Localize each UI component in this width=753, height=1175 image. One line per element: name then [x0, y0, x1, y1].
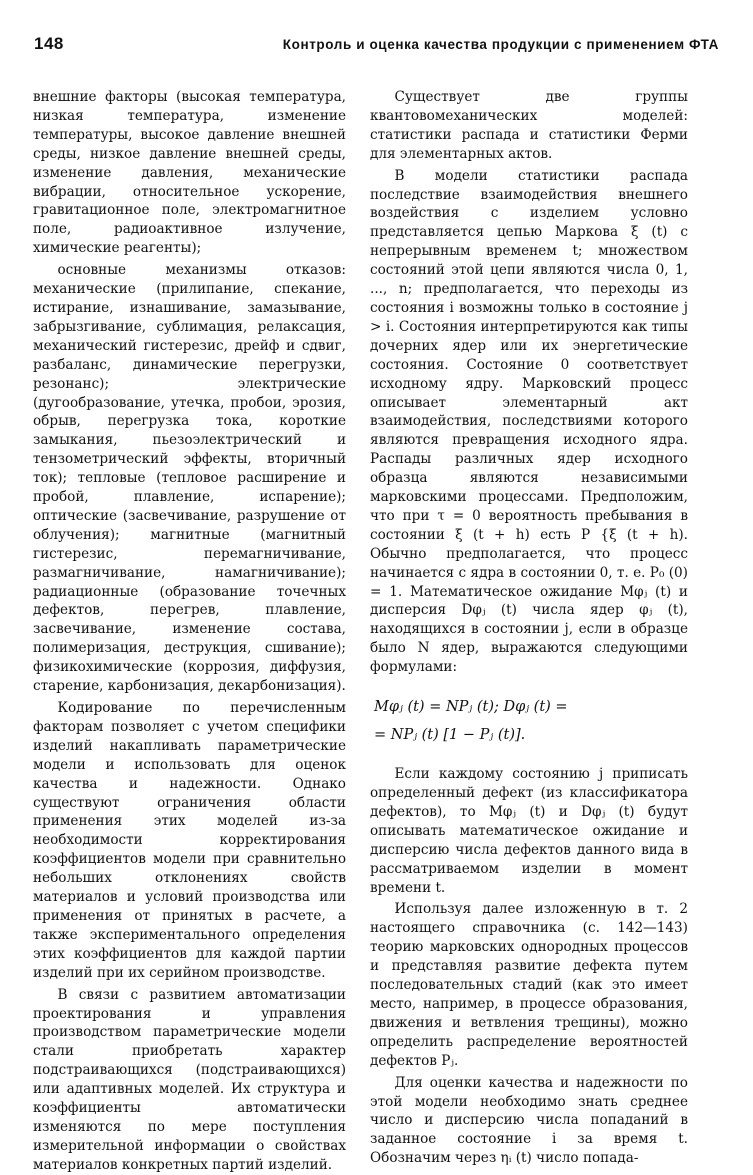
paragraph: Используя далее изложенную в т. 2 настоящего справочника (с. 142—143) теорию марковских однородных процессов и представляя развитие дефекта путем последовательных стадий (как это имеет место, например, в процессе образования, движения и ветвления трещины), можно определить распределение вероятностей дефектов Pⱼ.	[370, 901, 688, 1069]
paragraph: Если каждому состоянию j приписать определенный дефект (из классификатора дефектов), то Mφⱼ (t) и Dφⱼ (t) будут описывать математическое ожидание и дисперсию числа дефектов данного вида в рассматриваемом изделии в момент времени t.	[370, 766, 688, 896]
paragraph: Кодирование по перечисленным факторам позволяет с учетом специфики изделий накапливать параметрические модели и использовать для оценок качества и надежности. Однако существуют ограничения области применения этих моделей из-за необходимости корректирования коэффициентов модели при сравнительно небольших отклонениях свойств материалов и условий производства или применения от принятых в расчете, а также экспериментального определения этих коэффициентов для каждой партии изделий при их серийном производстве.	[33, 700, 346, 981]
page-header	[34, 34, 719, 58]
formula-line: = NPⱼ (t) [1 − Pⱼ (t)].	[374, 727, 526, 744]
paragraph: В модели статистики распада последствие взаимодействия внешнего воздействия с изделием условно представляется цепью Маркова ξ (t) с непрерывным временем t; множеством состояний этой цепи являются числа 0, 1, ..., n; предполагается, что переходы из состояния i возможны только в состояние j > i. Состояния интерпретируются как типы дочерних ядер или их энергетические состояния. Состояние 0 соответствует исходному ядру. Марковский процесс описывает элементарный акт взаимодействия, последствиями которого являются превращения исходного ядра. Распады различных ядер исходного образца являются независимыми марковскими процессами. Предположим, что при τ = 0 вероятность пребывания в состоянии ξ (t + h) есть P {ξ (t + h). Обычно предполагается, что процесс начинается с ядра в состоянии 0, т. е. P₀ (0) = 1. Математическое ожидание Mφⱼ (t) и дисперсия Dφⱼ (t) числа ядер φⱼ (t), находящихся в состоянии j, если в образце было N ядер, выражаются следующими формулами:	[370, 167, 688, 676]
running-title: Контроль и оценка качества продукции с применением ФТА	[282, 37, 719, 52]
right-column	[370, 88, 688, 1168]
left-column	[33, 88, 346, 1175]
page-number: 148	[34, 34, 64, 53]
paragraph: Существует две группы квантовомеханических моделей: статистики распада и статистики Ферми для элементарных актов.	[370, 89, 688, 162]
formula-line: Mφⱼ (t) = NPⱼ (t); Dφⱼ (t) =	[374, 699, 568, 716]
paragraph: Для оценки качества и надежности по этой модели необходимо знать среднее число и дисперсию числа попаданий в заданное состояние i за время t. Обозначим через ηᵢ (t) число попада-	[370, 1074, 688, 1167]
paragraph: внешние факторы (высокая температура, низкая температура, изменение температуры, высокое давление внешней среды, низкое давление внешней среды, изменение давления, механические вибрации, относительное ускорение, гравитационное поле, электромагнитное поле, радиоактивное излучение, химические реагенты);	[33, 89, 346, 257]
formula	[370, 693, 688, 749]
paragraph: В связи с развитием автоматизации проектирования и управления производством параметрические модели стали приобретать характер подстраивающихся (подстраивающихся) или адаптивных моделей. Их структура и коэффициенты автоматически изменяются по мере поступления измерительной информации о свойствах материалов конкретных партий изделий.	[33, 986, 346, 1173]
paragraph: основные механизмы отказов: механические (прилипание, спекание, истирание, изнашивание, замазывание, забрызгивание, сублимация, релаксация, механический гистерезис, дрейф и сдвиг, разбаланс, динамические перегрузки, резонанс); электрические (дугообразование, утечка, пробои, эрозия, обрыв, перегрузка тока, короткие замыкания, пьезоэлектрический и тензометрический эффекты, вторичный ток); тепловые (тепловое расширение и пробой, плавление, испарение); оптические (засвечивание, разрушение от облучения); магнитные (магнитный гистерезис, перемагничивание, размагничивание, намагничивание); радиационные (образование точечных дефектов, перегрев, плавление, засвечивание, изменение состава, полимеризация, деструкция, сшивание); физикохимические (коррозия, диффузия, старение, карбонизация, декарбонизация).	[33, 262, 346, 695]
